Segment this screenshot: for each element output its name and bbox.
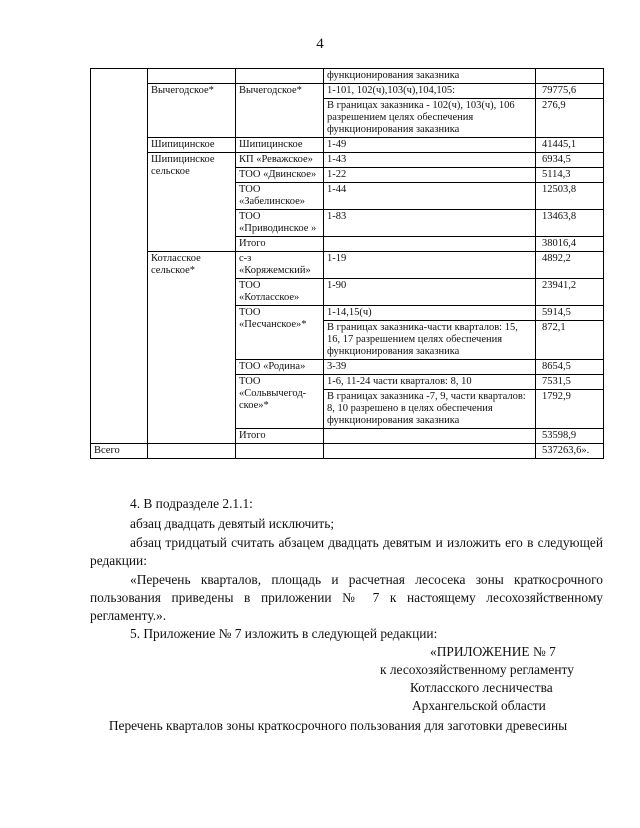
col-2: Итого (236, 429, 324, 444)
col-2: ТОО «Котласское» (236, 279, 324, 306)
col-3: 1-14,15(ч) (324, 306, 536, 321)
col-2: Итого (236, 237, 324, 252)
col-3: 1-6, 11-24 части кварталов: 8, 10 (324, 375, 536, 390)
paragraph-subsection: 4. В подразделе 2.1.1: (130, 496, 253, 511)
col-4: 12503,8 (536, 183, 604, 210)
col-3: 1-44 (324, 183, 536, 210)
col-1: Шипицинское сельское (148, 153, 236, 252)
col-3: 3-39 (324, 360, 536, 375)
col-2: ТОО «Двинское» (236, 168, 324, 183)
col-2 (236, 69, 324, 84)
col-3: 1-90 (324, 279, 536, 306)
page-number: 4 (316, 36, 324, 52)
col-3: В границах заказника-части кварталов: 15, 16, 17 разрешением целях обеспечения функционирования заказника (324, 321, 536, 360)
col-3 (324, 429, 536, 444)
col-4: 1792,9 (536, 390, 604, 429)
col-4: 23941,2 (536, 279, 604, 306)
appendix-line-forestry: Котласского лесничества (410, 680, 553, 695)
col-1 (148, 444, 236, 459)
col-2: Вычегодское* (236, 84, 324, 138)
col-2: ТОО «Сольвычегод-ское»* (236, 375, 324, 429)
col-3 (324, 237, 536, 252)
col-4: 276,9 (536, 99, 604, 138)
appendix-line-region: Архангельской области (412, 698, 546, 713)
col-2: ТОО «Песчанское»* (236, 306, 324, 360)
col-2: ТОО «Приводинское » (236, 210, 324, 237)
col-2: КП «Реважское» (236, 153, 324, 168)
col-3: 1-101, 102(ч),103(ч),104,105: (324, 84, 536, 99)
col-4: 872,1 (536, 321, 604, 360)
list-caption: Перечень кварталов зоны краткосрочного пользования для заготовки древесины (108, 718, 568, 733)
paragraph-appendix-7: 5. Приложение № 7 изложить в следующей редакции: (130, 626, 438, 641)
col-1: Котласское сельское* (148, 252, 236, 444)
table-row (91, 138, 604, 153)
col-4: 13463,8 (536, 210, 604, 237)
col-3: 1-83 (324, 210, 536, 237)
col-3: В границах заказника -7, 9, части кварталов: 8, 10 разрешено в целях обеспечения функционирования заказника (324, 390, 536, 429)
table-row (91, 153, 604, 168)
col-4: 38016,4 (536, 237, 604, 252)
paragraph-renumber: абзац тридцатый считать абзацем двадцать девятым и изложить его в следующей редакции: (90, 535, 603, 568)
col-0: Всего (91, 444, 148, 459)
table-row (91, 252, 604, 279)
col-2: Шипицинское (236, 138, 324, 153)
col-1: Шипицинское (148, 138, 236, 153)
col-4: 7531,5 (536, 375, 604, 390)
col-4: 4892,2 (536, 252, 604, 279)
col-2: с-з «Коряжемский» (236, 252, 324, 279)
table-row (91, 84, 604, 99)
table-row (91, 69, 604, 84)
col-1 (148, 69, 236, 84)
col-3: 1-43 (324, 153, 536, 168)
col-1: Вычегодское* (148, 84, 236, 138)
col-4: 8654,5 (536, 360, 604, 375)
col-2: ТОО «Забелинское» (236, 183, 324, 210)
col-4: 53598,9 (536, 429, 604, 444)
table-row-total (91, 444, 604, 459)
col-4: 5114,3 (536, 168, 604, 183)
paragraph-quote: «Перечень кварталов, площадь и расчетная лесосека зоны краткосрочного пользования приведены в приложении № 7 к настоящему лесохозяйственному регламенту.». (90, 572, 603, 623)
col-4: 537263,6». (536, 444, 604, 459)
col-4: 6934,5 (536, 153, 604, 168)
col-0 (91, 69, 148, 444)
col-3: 1-22 (324, 168, 536, 183)
col-4: 5914,5 (536, 306, 604, 321)
col-3 (324, 444, 536, 459)
col-3: 1-19 (324, 252, 536, 279)
col-4: 41445,1 (536, 138, 604, 153)
col-2: ТОО «Родина» (236, 360, 324, 375)
appendix-title: «ПРИЛОЖЕНИЕ № 7 (430, 644, 556, 659)
col-3: функционирования заказника (324, 69, 536, 84)
appendix-line-regulation: к лесохозяйственному регламенту (380, 662, 574, 677)
col-3: 1-49 (324, 138, 536, 153)
col-4 (536, 69, 604, 84)
col-4: 79775,6 (536, 84, 604, 99)
col-3: В границах заказника - 102(ч), 103(ч), 106 разрешением целях обеспечения функционирования заказника (324, 99, 536, 138)
forest-table (90, 68, 604, 459)
col-2 (236, 444, 324, 459)
paragraph-delete-29: абзац двадцать девятый исключить; (130, 516, 335, 531)
